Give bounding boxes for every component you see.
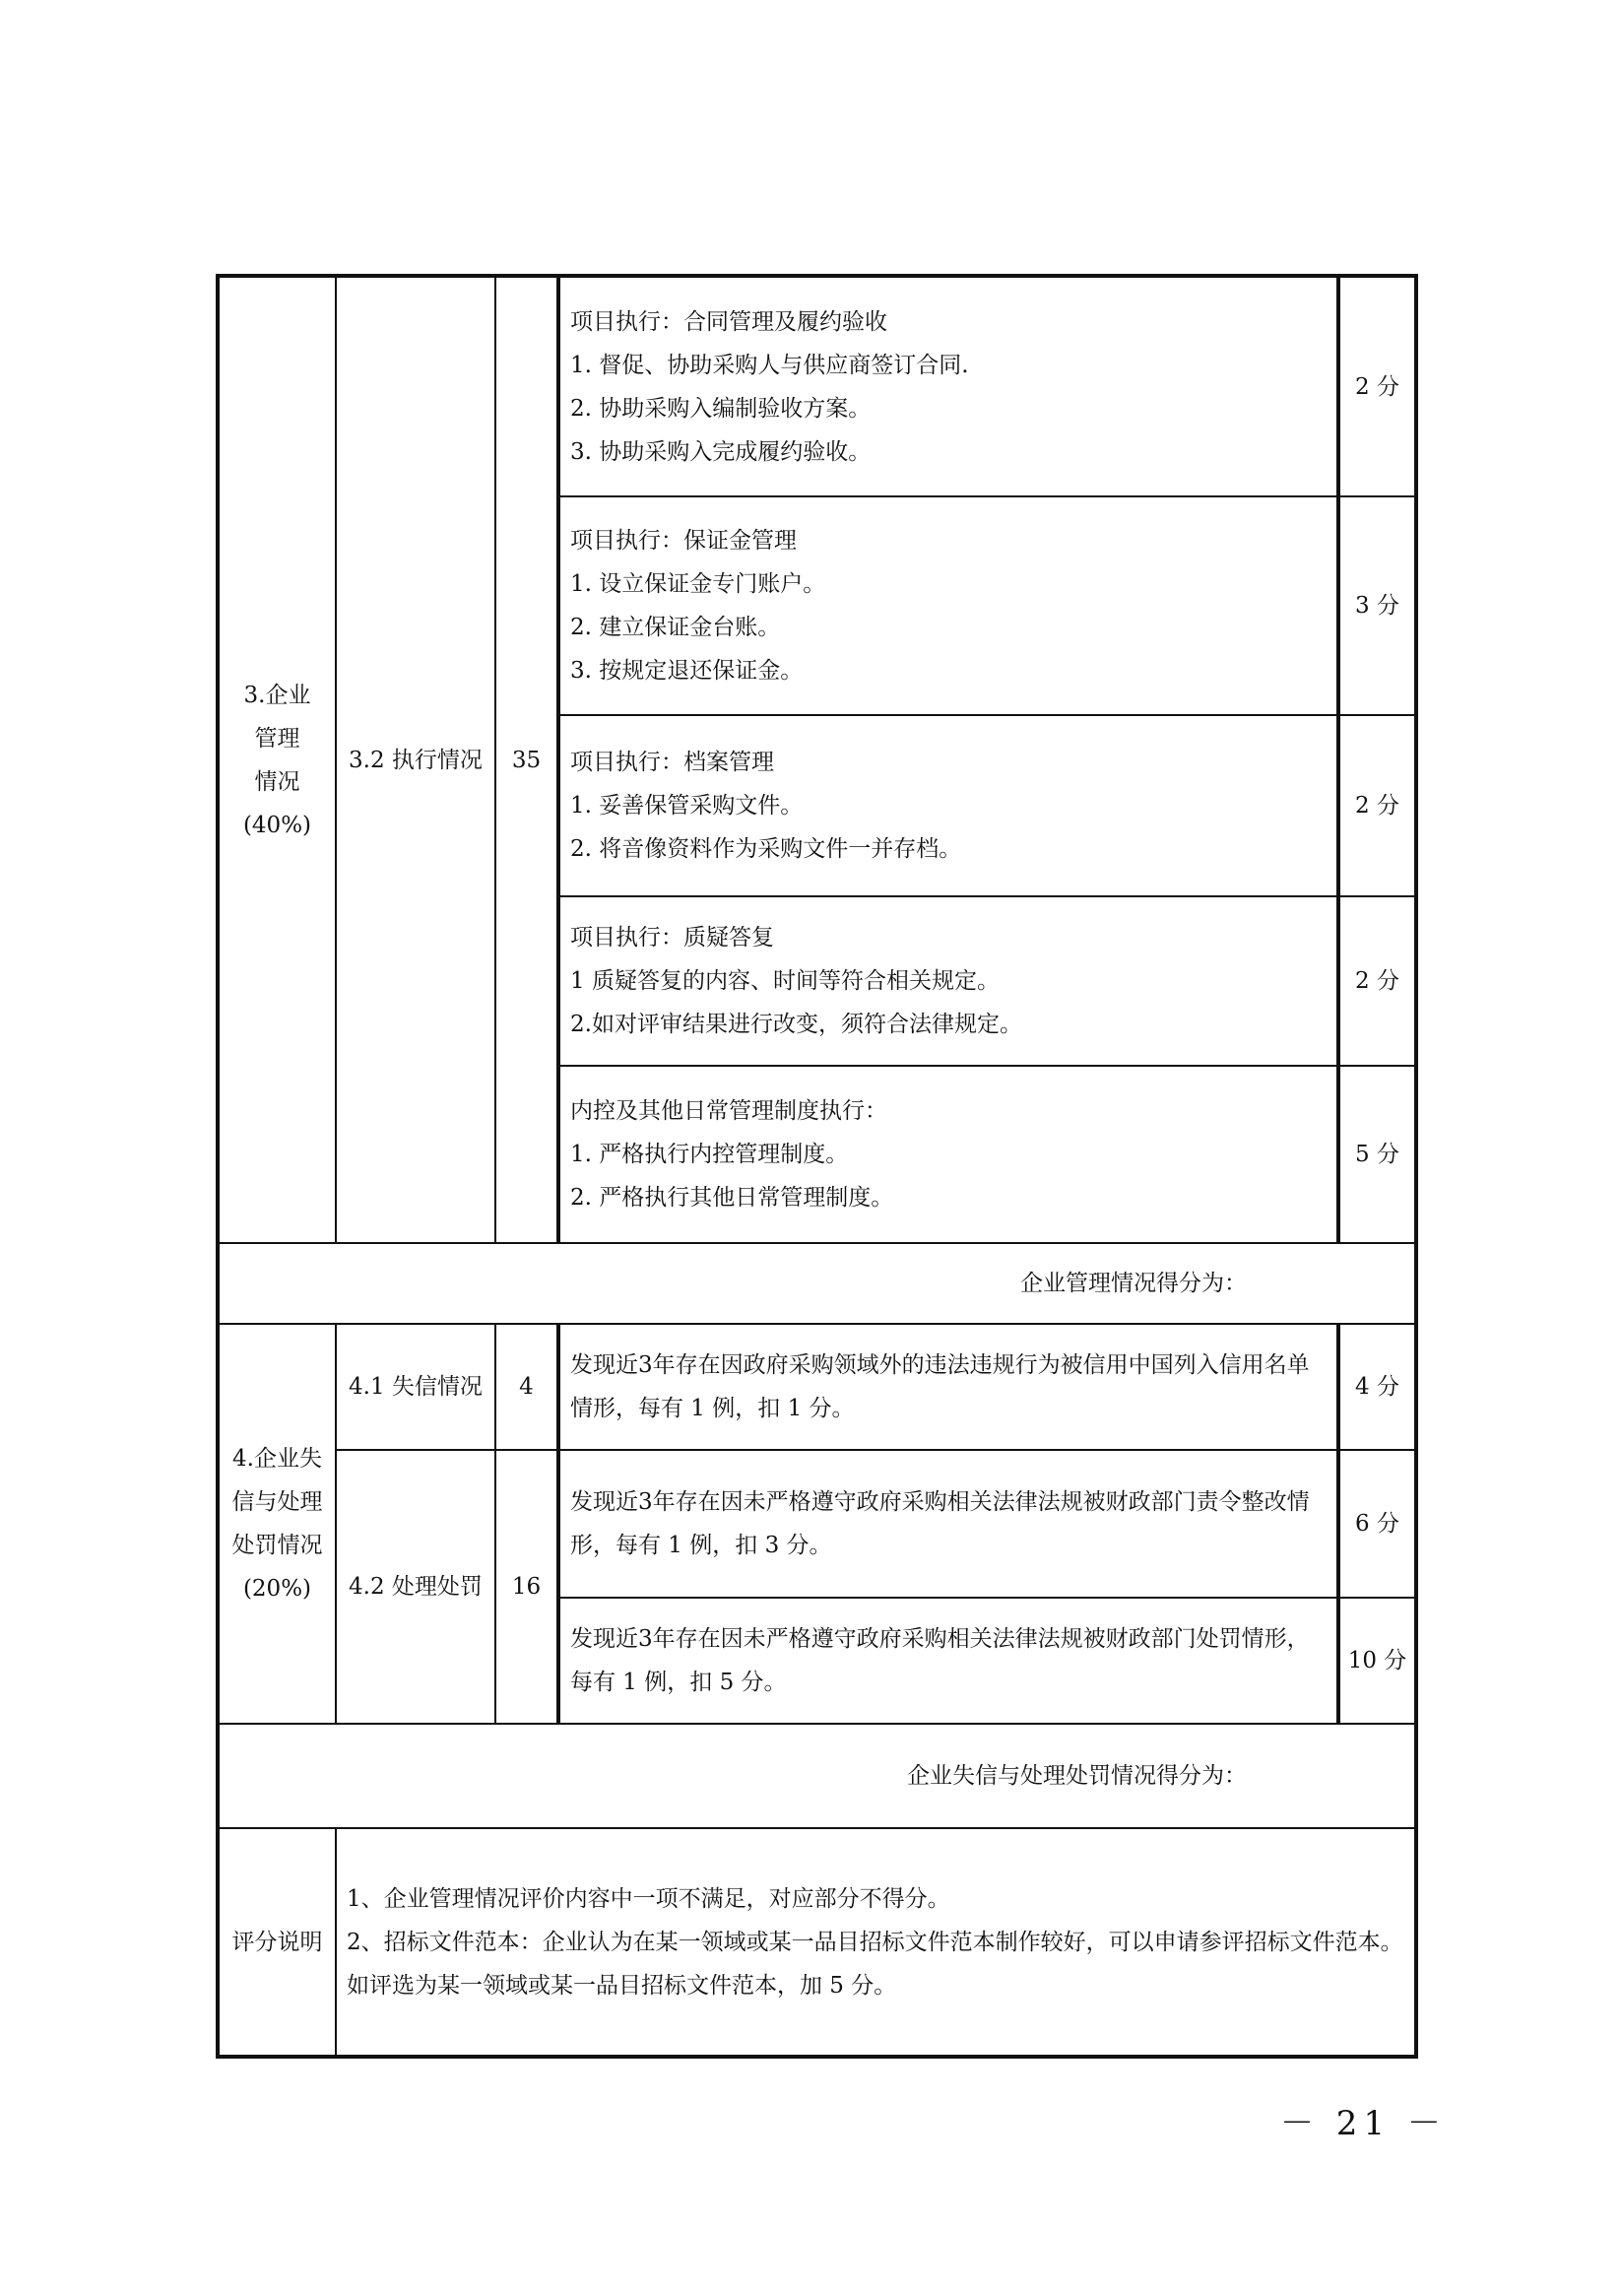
score-cell: 10 分	[1338, 1598, 1416, 1724]
evaluation-table	[216, 274, 1418, 2059]
table-row	[218, 1243, 1416, 1324]
score-cell: 5 分	[1338, 1066, 1416, 1243]
page-number: － 21 －	[1280, 2104, 1447, 2143]
criteria-cell: 发现近3年存在因未严格遵守政府采购相关法律法规被财政部门责令整改情形，每有 1 例，扣 3 分。	[558, 1450, 1338, 1598]
subcategory-cell-4-1: 4.1 失信情况	[336, 1324, 495, 1450]
table-row	[218, 1450, 1416, 1598]
weight-cell-4-2: 16	[495, 1450, 558, 1724]
criteria-cell: 项目执行：质疑答复 1 质疑答复的内容、时间等符合相关规定。 2.如对评审结果进行改变，须符合法律规定。	[558, 896, 1338, 1066]
table-row	[218, 276, 1416, 496]
section4-total-label: 企业失信与处理处罚情况得分为：	[218, 1724, 1416, 1828]
category-cell-4: 4.企业失 信与处理 处罚情况 (20%)	[218, 1324, 336, 1724]
table-row	[218, 1724, 1416, 1828]
score-cell: 2 分	[1338, 896, 1416, 1066]
weight-cell-4-1: 4	[495, 1324, 558, 1450]
criteria-cell: 项目执行：合同管理及履约验收 1. 督促、协助采购人与供应商签订合同. 2. 协助采购入编制验收方案。 3. 协助采购入完成履约验收。	[558, 276, 1338, 496]
section3-total-label: 企业管理情况得分为：	[218, 1243, 1416, 1324]
criteria-cell: 项目执行：保证金管理 1. 设立保证金专门账户。 2. 建立保证金台账。 3. 按规定退还保证金。	[558, 496, 1338, 715]
criteria-cell: 内控及其他日常管理制度执行： 1. 严格执行内控管理制度。 2. 严格执行其他日常管理制度。	[558, 1066, 1338, 1243]
table-row	[218, 1324, 1416, 1450]
criteria-cell: 发现近3年存在因政府采购领域外的违法违规行为被信用中国列入信用名单情形，每有 1 例，扣 1 分。	[558, 1324, 1338, 1450]
table-row	[218, 1828, 1416, 2057]
criteria-cell: 发现近3年存在因未严格遵守政府采购相关法律法规被财政部门处罚情形，每有 1 例，扣 5 分。	[558, 1598, 1338, 1724]
subcategory-cell-3-2: 3.2 执行情况	[336, 276, 495, 1243]
subcategory-cell-4-2: 4.2 处理处罚	[336, 1450, 495, 1724]
score-cell: 3 分	[1338, 496, 1416, 715]
notes-content: 1、企业管理情况评价内容中一项不满足，对应部分不得分。 2、招标文件范本：企业认为在某一领域或某一品目招标文件范本制作较好，可以申请参评招标文件范本。如评选为某一领域或某一品目招标文件范本，加 5 分。	[336, 1828, 1416, 2057]
criteria-cell: 项目执行：档案管理 1. 妥善保管采购文件。 2. 将音像资料作为采购文件一并存档。	[558, 715, 1338, 896]
notes-label: 评分说明	[218, 1828, 336, 2057]
score-cell: 6 分	[1338, 1450, 1416, 1598]
weight-cell-3-2: 35	[495, 276, 558, 1243]
score-cell: 2 分	[1338, 276, 1416, 496]
score-cell: 2 分	[1338, 715, 1416, 896]
score-cell: 4 分	[1338, 1324, 1416, 1450]
category-cell-3: 3.企业 管理 情况 (40%)	[218, 276, 336, 1243]
